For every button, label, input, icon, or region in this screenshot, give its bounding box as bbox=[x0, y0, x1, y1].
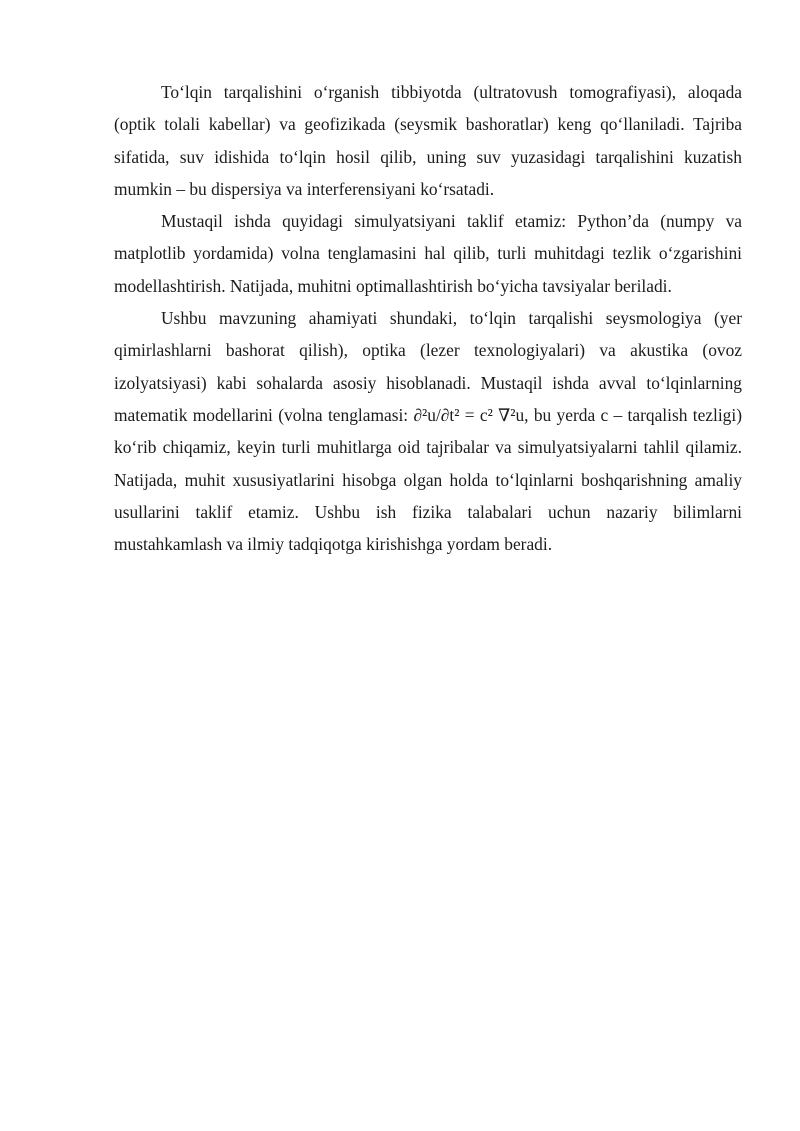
paragraph-topic-significance: Ushbu mavzuning ahamiyati shundaki, to‘lqin tarqalishi seysmologiya (yer qimirlashlarni bashorat qilish), optika (lezer texnologiyalari) va akustika (ovoz izolyatsiyasi) kabi sohalarda asosiy hisoblanadi. Mustaqil ishda avval to‘lqinlarning matematik modellarini (volna tenglamasi: ∂²u/∂t² = c² ∇²u, bu yerda c – tarqalish tezligi) ko‘rib chiqamiz, keyin turli muhitlarga oid tajribalar va simulyatsiyalarni tahlil qilamiz. Natijada, muhit xususiyatlarini hisobga olgan holda to‘lqinlarni boshqarishning amaliy usullarini taklif etamiz. Ushbu ish fizika talabalari uchun nazariy bilimlarni mustahkamlash va ilmiy tadqiqotga kirishishga yordam beradi. bbox=[114, 308, 742, 555]
paragraph-wave-applications: To‘lqin tarqalishini o‘rganish tibbiyotda (ultratovush tomografiyasi), aloqada (optik tolali kabellar) va geofizikada (seysmik bashoratlar) keng qo‘llaniladi. Tajriba sifatida, suv idishida to‘lqin hosil qilib, uning suv yuzasidagi tarqalishini kuzatish mumkin – bu dispersiya va interferensiyani ko‘rsatadi. bbox=[114, 82, 742, 199]
document-body bbox=[114, 76, 742, 560]
paragraph-simulation-proposal: Mustaqil ishda quyidagi simulyatsiyani taklif etamiz: Python’da (numpy va matplotlib yordamida) volna tenglamasini hal qilib, turli muhitdagi tezlik o‘zgarishini modellashtirish. Natijada, muhitni optimallashtirish bo‘yicha tavsiyalar beriladi. bbox=[114, 211, 742, 296]
